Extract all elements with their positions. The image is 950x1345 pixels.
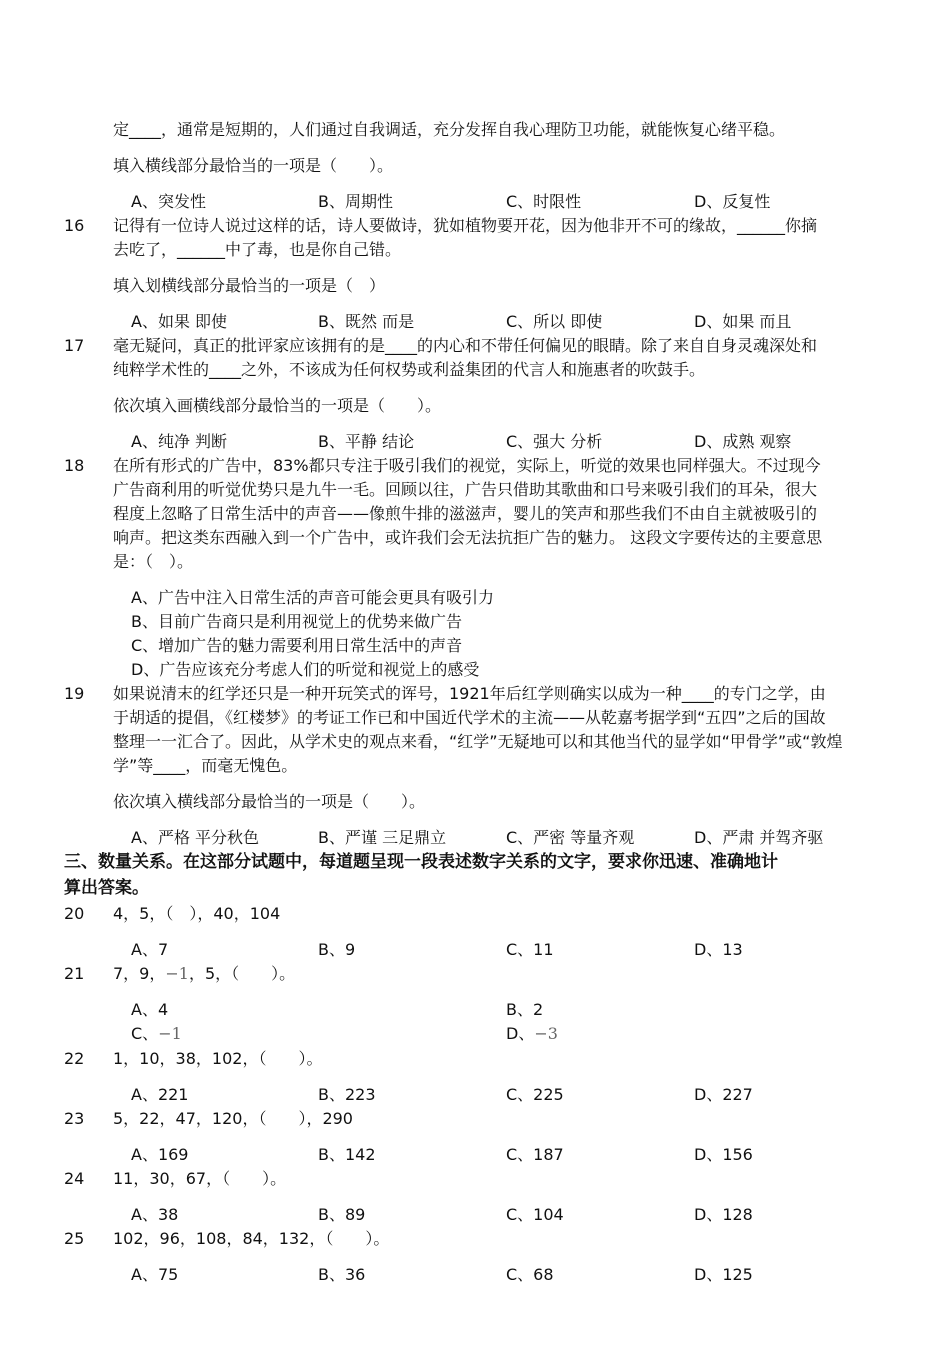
answer-option-a: A、38 xyxy=(131,1205,179,1224)
answer-option-d: D、广告应该充分考虑人们的听觉和视觉上的感受 xyxy=(131,660,480,679)
question-text-line: 于胡适的提倡，《红楼梦》的考证工作已和中国近代学术的主流——从乾嘉考据学到“五四”之后的国故 xyxy=(113,708,826,727)
answer-option-b: B、36 xyxy=(318,1265,366,1284)
question-text-line: 响声。把这类东西融入到一个广告中，或许我们会无法抗拒广告的魅力。 这段文字要传达的主要意思 xyxy=(113,528,823,547)
answer-option-b: B、既然 而是 xyxy=(318,312,415,331)
question-text-line: 整理一一汇合了。因此，从学术史的观点来看，“红学”无疑地可以和其他当代的显学如“甲骨学”或“敦煌 xyxy=(113,732,843,751)
answer-option-c: C、68 xyxy=(506,1265,554,1284)
question-text-line: 如果说清末的红学还只是一种开玩笑式的诨号，1921年后红学则确实以成为一种____的专门之学，由 xyxy=(113,684,826,703)
question-number: 25 xyxy=(64,1229,85,1248)
section-heading-line: 算出答案。 xyxy=(64,878,149,898)
answer-option-d: D、156 xyxy=(694,1145,753,1164)
option-label: C、 xyxy=(131,1024,159,1043)
option-label: D、 xyxy=(506,1024,535,1043)
question-text-line xyxy=(113,963,295,985)
answer-option-b: B、2 xyxy=(506,1000,544,1019)
question-prompt: 填入划横线部分最恰当的一项是（ ） xyxy=(113,276,386,295)
question-prompt: 填入横线部分最恰当的一项是（ ）。 xyxy=(113,156,394,175)
question-number: 20 xyxy=(64,904,85,923)
question-number: 21 xyxy=(64,964,85,983)
math-value: −3 xyxy=(534,1024,558,1043)
answer-option-d: D、严肃 并驾齐驱 xyxy=(694,828,824,847)
section-heading-line: 三、数量关系。在这部分试题中，每道题呈现一段表述数字关系的文字，要求你迅速、准确地计 xyxy=(64,852,778,872)
question-text-line: 程度上忽略了日常生活中的声音——像煎牛排的滋滋声，婴儿的笑声和那些我们不由自主就被吸引的 xyxy=(113,504,818,523)
question-number: 22 xyxy=(64,1049,85,1068)
question-number: 18 xyxy=(64,456,85,475)
question-text-line: 1，10，38，102，（ ）。 xyxy=(113,1049,323,1068)
answer-option-b: B、9 xyxy=(318,940,356,959)
answer-option-b: B、严谨 三足鼎立 xyxy=(318,828,447,847)
question-text-line: 11，30，67，（ ）。 xyxy=(113,1169,287,1188)
answer-option-a: A、221 xyxy=(131,1085,189,1104)
math-value: −1 xyxy=(158,1024,182,1043)
answer-option-a: A、4 xyxy=(131,1000,169,1019)
question-prompt: 依次填入画横线部分最恰当的一项是（ ）。 xyxy=(113,396,442,415)
answer-option-b: B、89 xyxy=(318,1205,366,1224)
answer-option-b: B、142 xyxy=(318,1145,376,1164)
answer-option-b: B、目前广告商只是利用视觉上的优势来做广告 xyxy=(131,612,462,631)
answer-option-b: B、周期性 xyxy=(318,192,393,211)
question-number: 16 xyxy=(64,216,85,235)
answer-option-d: D、128 xyxy=(694,1205,753,1224)
math-value: −1 xyxy=(165,964,189,983)
answer-option-c: C、增加广告的魅力需要利用日常生活中的声音 xyxy=(131,636,463,655)
question-text-line: 是：（ ）。 xyxy=(113,552,194,571)
answer-option-d: D、227 xyxy=(694,1085,753,1104)
answer-option-c: C、所以 即使 xyxy=(506,312,603,331)
answer-option-d xyxy=(506,1023,558,1045)
answer-option-a: A、纯净 判断 xyxy=(131,432,228,451)
answer-option-c: C、严密 等量齐观 xyxy=(506,828,635,847)
question-number: 23 xyxy=(64,1109,85,1128)
question-text-line: 纯粹学术性的____之外，不该成为任何权势或利益集团的代言人和施惠者的吹鼓手。 xyxy=(113,360,706,379)
answer-option-c: C、225 xyxy=(506,1085,564,1104)
question-number: 17 xyxy=(64,336,85,355)
question-number: 19 xyxy=(64,684,85,703)
question-text-line: 广告商利用的听觉优势只是九牛一毛。回顾以往，广告只借助其歌曲和口号来吸引我们的耳朵，很大 xyxy=(113,480,818,499)
question-text-line: 学”等____，而毫无愧色。 xyxy=(113,756,298,775)
answer-option-a: A、169 xyxy=(131,1145,189,1164)
answer-option-a: A、严格 平分秋色 xyxy=(131,828,260,847)
question-text-line: 定____，通常是短期的，人们通过自我调适，充分发挥自我心理防卫功能，就能恢复心绪平稳。 xyxy=(113,120,786,139)
question-text-line: 在所有形式的广告中，83%都只专注于吸引我们的视觉，实际上，听觉的效果也同样强大。不过现今 xyxy=(113,456,821,475)
question-text-part: 7，9， xyxy=(113,964,166,983)
question-text-line: 5，22，47，120，（ ），290 xyxy=(113,1109,353,1128)
question-number: 24 xyxy=(64,1169,85,1188)
question-text-line: 去吃了，______中了毒，也是你自己错。 xyxy=(113,240,402,259)
answer-option-c: C、187 xyxy=(506,1145,564,1164)
question-text-part: ，5，（ ）。 xyxy=(188,964,296,983)
answer-option-d: D、如果 而且 xyxy=(694,312,792,331)
answer-option-c: C、11 xyxy=(506,940,554,959)
answer-option-b: B、平静 结论 xyxy=(318,432,415,451)
answer-option-c: C、时限性 xyxy=(506,192,582,211)
answer-option-c: C、强大 分析 xyxy=(506,432,603,451)
question-text-line: 4，5，（ ），40，104 xyxy=(113,904,281,923)
answer-option-d: D、反复性 xyxy=(694,192,771,211)
answer-option-d: D、13 xyxy=(694,940,743,959)
answer-option-c xyxy=(131,1023,182,1045)
question-text-line: 记得有一位诗人说过这样的话，诗人要做诗，犹如植物要开花，因为他非开不可的缘故，______你摘 xyxy=(113,216,818,235)
answer-option-a: A、75 xyxy=(131,1265,179,1284)
answer-option-c: C、104 xyxy=(506,1205,564,1224)
answer-option-a: A、7 xyxy=(131,940,169,959)
answer-option-d: D、125 xyxy=(694,1265,753,1284)
answer-option-a: A、突发性 xyxy=(131,192,206,211)
question-text-line: 102，96，108，84，132，（ ）。 xyxy=(113,1229,390,1248)
question-text-line: 毫无疑问，真正的批评家应该拥有的是____的内心和不带任何偏见的眼睛。除了来自自身灵魂深处和 xyxy=(113,336,818,355)
answer-option-d: D、成熟 观察 xyxy=(694,432,792,451)
answer-option-b: B、223 xyxy=(318,1085,376,1104)
answer-option-a: A、广告中注入日常生活的声音可能会更具有吸引力 xyxy=(131,588,494,607)
answer-option-a: A、如果 即使 xyxy=(131,312,228,331)
question-prompt: 依次填入横线部分最恰当的一项是（ ）。 xyxy=(113,792,426,811)
